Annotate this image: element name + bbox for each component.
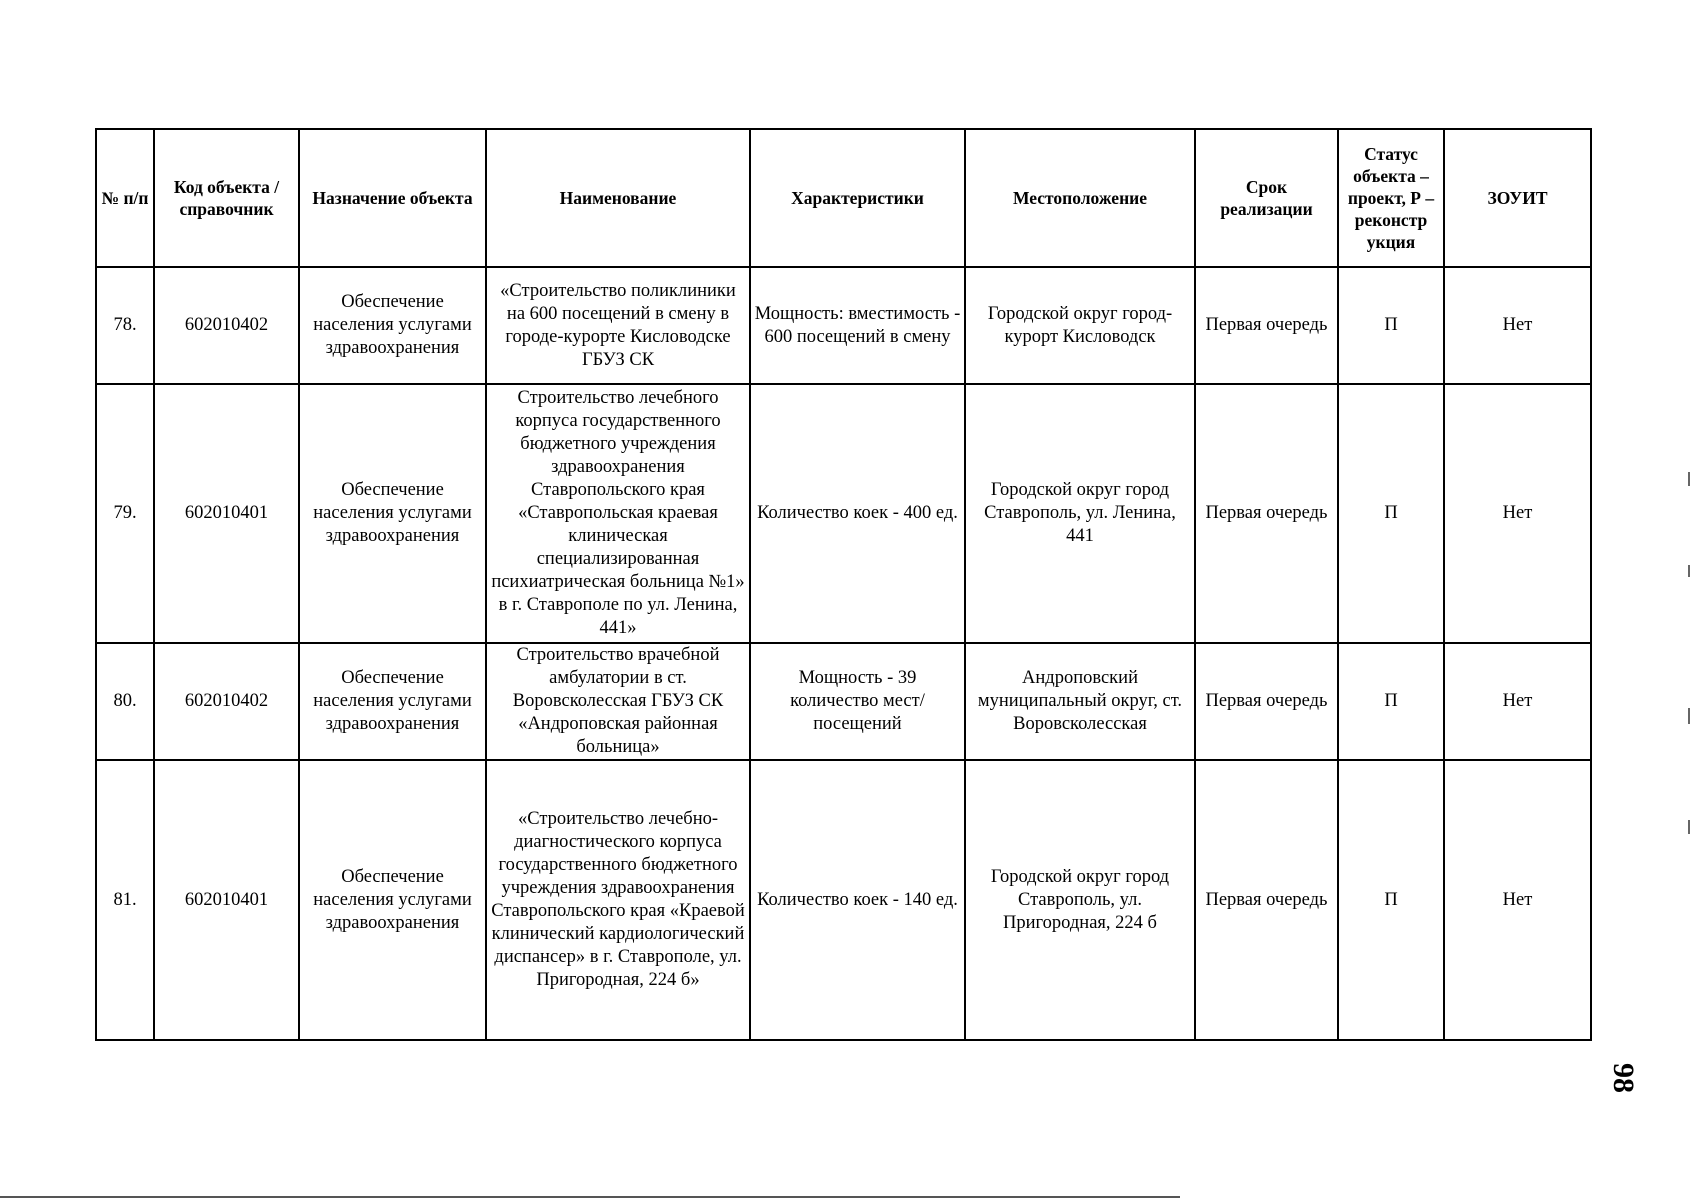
cell-zouit: Нет: [1444, 760, 1591, 1040]
cell-location: Городской округ город Ставрополь, ул. Ленина, 441: [965, 384, 1195, 643]
cell-characteristics: Количество коек - 140 ед.: [750, 760, 965, 1040]
table-row: [96, 384, 1591, 643]
objects-table: [95, 128, 1592, 1041]
cell-status: П: [1338, 267, 1444, 384]
cell-characteristics: Мощность - 39 количество мест/посещений: [750, 643, 965, 760]
cell-location: Городской округ город Ставрополь, ул. Пригородная, 224 б: [965, 760, 1195, 1040]
scan-bottom-rule: [0, 1196, 1180, 1198]
header-term: Срок реализации: [1195, 129, 1338, 267]
header-zouit: ЗОУИТ: [1444, 129, 1591, 267]
header-purpose: Назначение объекта: [299, 129, 486, 267]
cell-code: 602010401: [154, 760, 299, 1040]
scan-edge-mark: [1688, 820, 1690, 834]
table-header-row: [96, 129, 1591, 267]
cell-purpose: Обеспечение населения услугами здравоохранения: [299, 384, 486, 643]
header-status: Статус объекта – проект, Р – реконстр укция: [1338, 129, 1444, 267]
header-name: Наименование: [486, 129, 750, 267]
cell-status: П: [1338, 643, 1444, 760]
table-row: [96, 267, 1591, 384]
scan-edge-mark: [1688, 565, 1690, 577]
cell-name: Строительство лечебного корпуса государственного бюджетного учреждения здравоохранения Ставропольского края «Ставропольская краевая клиническая специализированная психиатрическая больница №1» в г. Ставрополе по ул. Ленина, 441»: [486, 384, 750, 643]
cell-purpose: Обеспечение населения услугами здравоохранения: [299, 760, 486, 1040]
cell-name: «Строительство лечебно-диагностического корпуса государственного бюджетного учреждения здравоохранения Ставропольского края «Краевой клинический кардиологический диспансер» в г. Ставрополе, ул. Пригородная, 224 б»: [486, 760, 750, 1040]
cell-purpose: Обеспечение населения услугами здравоохранения: [299, 267, 486, 384]
cell-location: Андроповский муниципальный округ, ст. Воровсколесская: [965, 643, 1195, 760]
cell-location: Городской округ город-курорт Кисловодск: [965, 267, 1195, 384]
header-code: Код объекта / справочник: [154, 129, 299, 267]
cell-num: 80.: [96, 643, 154, 760]
cell-characteristics: Количество коек - 400 ед.: [750, 384, 965, 643]
cell-term: Первая очередь: [1195, 760, 1338, 1040]
scan-edge-mark: [1688, 708, 1690, 724]
header-characteristics: Характеристики: [750, 129, 965, 267]
cell-name: «Строительство поликлиники на 600 посещений в смену в городе-курорте Кисловодске ГБУЗ СК: [486, 267, 750, 384]
page-number: 98: [1607, 1063, 1640, 1093]
cell-name: Строительство врачебной амбулатории в ст. Воровсколесская ГБУЗ СК «Андроповская районная больница»: [486, 643, 750, 760]
header-num: № п/п: [96, 129, 154, 267]
cell-zouit: Нет: [1444, 267, 1591, 384]
cell-term: Первая очередь: [1195, 267, 1338, 384]
cell-status: П: [1338, 760, 1444, 1040]
cell-purpose: Обеспечение населения услугами здравоохранения: [299, 643, 486, 760]
cell-num: 78.: [96, 267, 154, 384]
cell-term: Первая очередь: [1195, 384, 1338, 643]
table-row: [96, 760, 1591, 1040]
header-location: Местоположение: [965, 129, 1195, 267]
cell-characteristics: Мощность: вместимость - 600 посещений в смену: [750, 267, 965, 384]
scan-edge-mark: [1688, 472, 1690, 486]
table-row: [96, 643, 1591, 760]
cell-code: 602010402: [154, 643, 299, 760]
cell-num: 81.: [96, 760, 154, 1040]
cell-zouit: Нет: [1444, 643, 1591, 760]
cell-code: 602010401: [154, 384, 299, 643]
cell-term: Первая очередь: [1195, 643, 1338, 760]
cell-code: 602010402: [154, 267, 299, 384]
cell-status: П: [1338, 384, 1444, 643]
cell-num: 79.: [96, 384, 154, 643]
cell-zouit: Нет: [1444, 384, 1591, 643]
